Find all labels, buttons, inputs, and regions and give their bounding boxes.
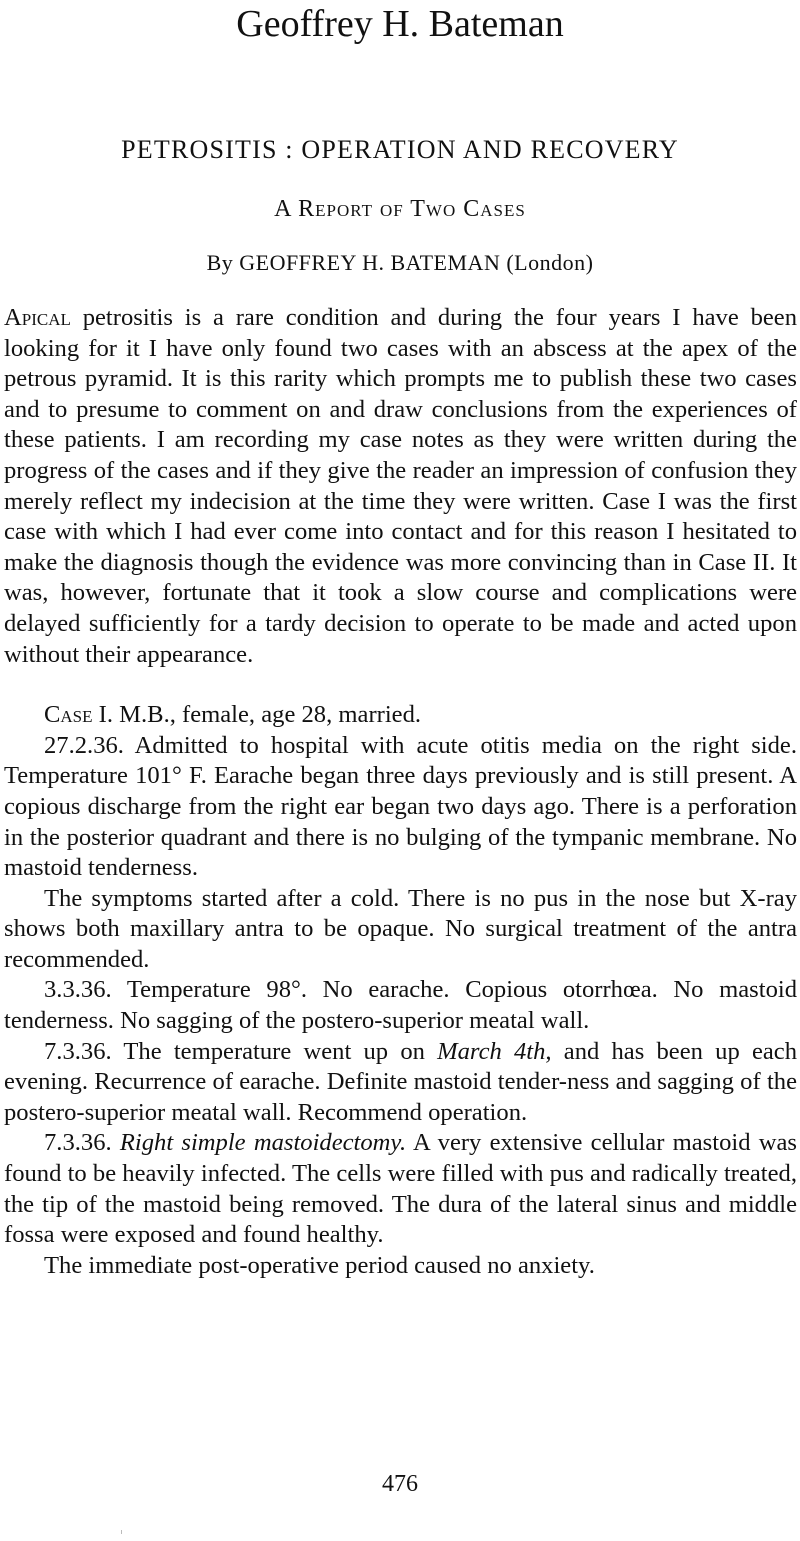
entry-text: The symptoms started after a cold. There is no pus in the nose but X-ray shows both maxillary antra to be opaque. No surgical treatment of the antra recommended. <box>4 884 797 973</box>
intro-lead-smallcaps: Apical <box>4 304 71 331</box>
case-heading-text: M.B., female, age 28, married. <box>113 701 422 729</box>
page-number: 476 <box>382 1471 418 1497</box>
entry-date: 3.3.36. <box>44 976 112 1004</box>
entry-text: The immediate post-operative period caused no anxiety. <box>44 1251 595 1279</box>
entry-text-after: and has been up each evening. Recurrence of earache. Definite mastoid tender-ness and sagging of the postero-superior meatal wall. Recommend operation. <box>4 1037 797 1126</box>
entry-text-after: A very extensive cellular mastoid was found to be heavily infected. The cells were filled with pus and radically treated, the tip of the mastoid being removed. The dura of the lateral sinus and middle fossa were exposed and found healthy. <box>4 1129 797 1249</box>
case-entry <box>4 1128 797 1250</box>
entry-date: 7.3.36. <box>44 1037 112 1065</box>
entry-text-before: The temperature went up on <box>111 1037 438 1065</box>
article-title: PETROSITIS : OPERATION AND RECOVERY <box>121 135 679 164</box>
article-byline: By GEOFFREY H. BATEMAN (London) <box>206 250 594 275</box>
case-entry <box>4 1037 797 1129</box>
article-subtitle: A Report of Two Cases <box>274 196 526 222</box>
case-entry <box>4 884 797 976</box>
article-body <box>4 303 797 1281</box>
case-label: Case I. <box>44 701 114 729</box>
case-entry <box>4 731 797 884</box>
case-entry <box>4 1251 797 1282</box>
entry-text: Admitted to hospital with acute otitis media on the right side. Temperature 101° F. Earache began three days previously and is still present. A copious discharge from the right ear began two days ago. There is a perforation in the posterior quadrant and there is no bulging of the tympanic membrane. No mastoid tenderness. <box>4 731 797 882</box>
scan-speck <box>121 1530 122 1534</box>
intro-text: petrositis is a rare condition and during the four years I have been looking for it I have only found two cases with an abscess at the apex of the petrous pyramid. It is this rarity which prompts me to publish these two cases and to presume to comment on and draw conclusions from the experiences of these patients. I am recording my case notes as they were written during the progress of the cases and if they give the reader an impression of confusion they merely reflect my indecision at the time they were written. Case I was the first case with which I had ever come into contact and for this reason I hesitated to make the diagnosis though the evidence was more convincing than in Case II. It was, however, fortunate that it took a slow course and complications were delayed sufficiently for a tardy decision to operate to be made and acted upon without their appearance. <box>4 304 797 668</box>
entry-date: 7.3.36. <box>44 1129 112 1157</box>
entry-italic: March 4th, <box>437 1037 552 1065</box>
case-entry <box>4 975 797 1036</box>
entry-italic: Right simple mastoidectomy. <box>111 1129 407 1157</box>
running-head: Geoffrey H. Bateman <box>236 3 564 45</box>
entry-text: Temperature 98°. No earache. Copious otorrhœa. No mastoid tenderness. No sagging of the postero-superior meatal wall. <box>4 976 797 1035</box>
case-heading <box>4 700 797 731</box>
intro-paragraph <box>4 303 797 670</box>
entry-date: 27.2.36. <box>44 731 124 759</box>
